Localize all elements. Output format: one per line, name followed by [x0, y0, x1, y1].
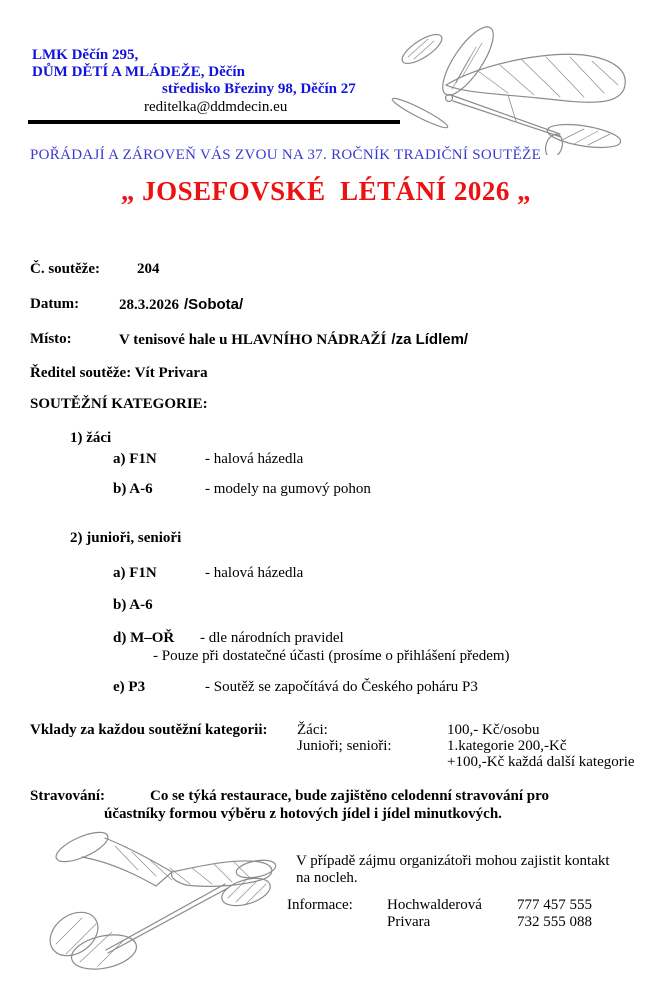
categories-heading: SOUTĚŽNÍ KATEGORIE: — [30, 396, 208, 412]
event-title: „ JOSEFOVSKÉ LÉTÁNÍ 2026 „ — [120, 176, 532, 206]
group2-item-desc: - Soutěž se započítává do Českého poháru P3 — [205, 679, 478, 695]
place-value — [119, 331, 468, 349]
fees-amount: 1.kategorie 200,-Kč — [447, 738, 567, 754]
group2-item-code: a) F1N — [113, 565, 157, 581]
contact-name: Hochwalderová — [387, 897, 482, 913]
accommodation-line2: na nocleh. — [296, 870, 358, 886]
accommodation-line1: V případě zájmu organizátoři mohou zajistit kontakt — [296, 853, 610, 869]
group2-item-desc: - dle národních pravidel — [200, 630, 344, 646]
announcement-line: POŘÁDAJÍ A ZÁROVEŇ VÁS ZVOU NA 37. ROČNÍK TRADIČNÍ SOUTĚŽE — [30, 147, 542, 163]
group1-item-code: b) A-6 — [113, 481, 153, 497]
contact-phone: 732 555 088 — [517, 914, 592, 930]
org-email: reditelka@ddmdecin.eu — [144, 99, 288, 115]
contact-phone: 777 457 555 — [517, 897, 592, 913]
date-value-day: /Sobota/ — [184, 296, 244, 313]
fees-group: Žáci: — [297, 722, 328, 738]
group2-item-note: - Pouze při dostatečné účasti (prosíme o přihlášení předem) — [153, 648, 510, 664]
director-line: Ředitel soutěže: Vít Privara — [30, 365, 208, 381]
group1-title: 1) žáci — [70, 430, 112, 446]
fees-amount: 100,- Kč/osobu — [447, 722, 540, 738]
org-name-line2: DŮM DĚTÍ A MLÁDEŽE, Děčín — [32, 64, 245, 80]
catering-line1: Co se týká restaurace, bude zajištěno celodenní stravování pro — [150, 788, 550, 804]
fees-amount: +100,-Kč každá další kategorie — [447, 754, 635, 770]
group1-item-desc: - modely na gumový pohon — [205, 481, 371, 497]
org-address: středisko Březiny 98, Děčín 27 — [162, 81, 356, 97]
place-label: Místo: — [30, 331, 72, 347]
catering-label: Stravování: — [30, 788, 105, 804]
org-name-line1: LMK Děčín 295, — [32, 47, 139, 63]
contacts-label: Informace: — [287, 897, 353, 913]
model-glider-sketch — [20, 822, 305, 1002]
date-label: Datum: — [30, 296, 80, 312]
group1-item-code: a) F1N — [113, 451, 157, 467]
group2-item-code: d) M–OŘ — [113, 630, 175, 646]
group2-item-desc: - halová házedla — [205, 565, 304, 581]
header-divider — [28, 120, 400, 124]
date-value — [119, 296, 243, 314]
fees-label: Vklady za každou soutěžní kategorii: — [30, 722, 268, 738]
fees-group: Junioři; senioři: — [297, 738, 392, 754]
group2-title: 2) junioři, senioři — [70, 530, 182, 546]
contest-number-value: 204 — [137, 261, 160, 277]
date-value-main: 28.3.2026 — [119, 297, 179, 313]
group2-item-code: e) P3 — [113, 679, 146, 695]
place-value-note: /za Lídlem/ — [391, 331, 469, 348]
place-value-main: V tenisové hale u HLAVNÍHO NÁDRAŽÍ — [119, 332, 387, 348]
contest-number-label: Č. soutěže: — [30, 261, 100, 277]
catering-line2: účastníky formou výběru z hotových jídel i jídel minutkových. — [104, 806, 502, 822]
group1-item-desc: - halová házedla — [205, 451, 304, 467]
group2-item-code: b) A-6 — [113, 597, 153, 613]
model-airplane-propeller-sketch — [388, 5, 652, 155]
contact-name: Privara — [387, 914, 431, 930]
